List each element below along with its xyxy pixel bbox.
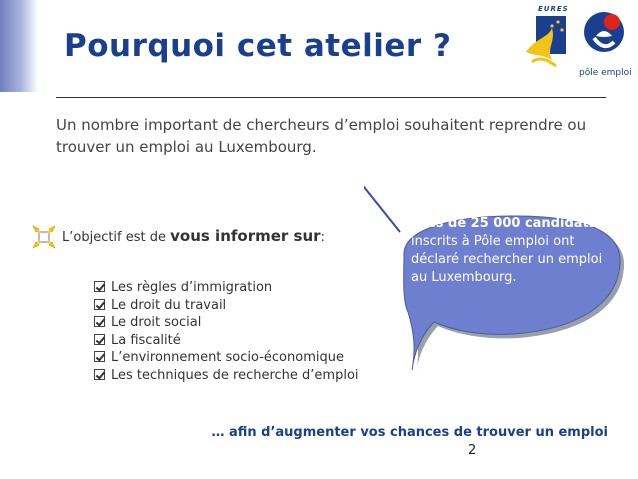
checkbox-checked-icon (94, 369, 105, 380)
objective-emphasis: vous informer sur (170, 227, 321, 245)
checkbox-checked-icon (94, 316, 105, 327)
title-divider (56, 97, 606, 98)
slide-title: Pourquoi cet atelier ? (64, 28, 452, 64)
topic-text: Les techniques de recherche d’emploi (111, 367, 359, 383)
topic-text: Le droit social (111, 315, 202, 330)
callout-headline: Près de 25 000 candidats (411, 216, 597, 231)
checkbox-checked-icon (94, 299, 105, 310)
arrows-bullet-icon (32, 225, 56, 249)
topic-text: La fiscalité (111, 332, 181, 348)
topic-text: Le droit du travail (111, 297, 227, 313)
objective-label: L’objectif est de (62, 230, 171, 245)
topics-list (94, 279, 359, 384)
decorative-band (0, 0, 38, 92)
objective-line (36, 227, 325, 245)
checkbox-checked-icon (94, 281, 105, 292)
logo-area (522, 4, 632, 84)
checkbox-checked-icon (94, 351, 105, 362)
list-item (94, 332, 359, 350)
list-item (94, 349, 359, 367)
list-item (94, 279, 359, 297)
callout-text (411, 215, 611, 287)
eures-logo-icon (522, 8, 574, 70)
intro-text: Un nombre important de chercheurs d’emploi souhaitent reprendre ou trouver un emploi au Luxembourg. (56, 116, 587, 156)
callout-body: inscrits à Pôle emploi ont déclaré rechercher un emploi au Luxembourg. (411, 234, 603, 285)
conclusion-text: … afin d’augmenter vos chances de trouver un emploi (211, 425, 608, 440)
eures-logo-text: EURES (538, 5, 569, 13)
pole-emploi-logo-text: pôle emploi (579, 68, 632, 78)
list-item (94, 297, 359, 315)
topic-text: L’environnement socio-économique (111, 350, 344, 365)
objective-suffix: : (320, 230, 325, 245)
page-number: 2 (468, 443, 477, 458)
list-item (94, 367, 359, 385)
topic-text: Les règles d’immigration (111, 280, 273, 295)
checkbox-checked-icon (94, 334, 105, 345)
list-item (94, 314, 359, 332)
